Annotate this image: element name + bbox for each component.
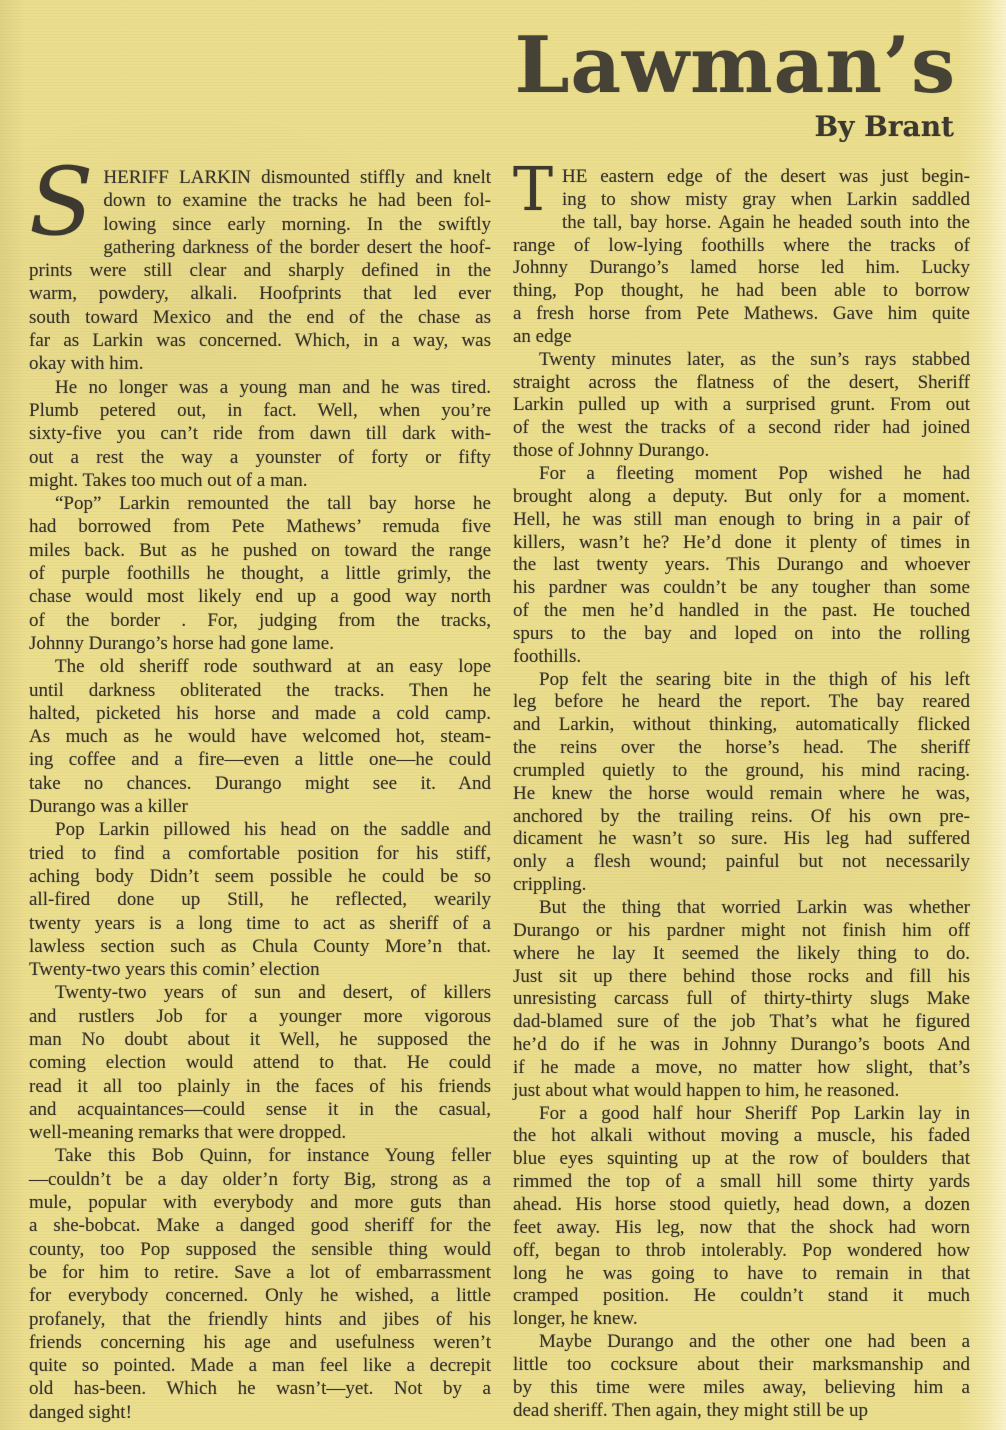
paragraph — [29, 376, 491, 492]
text-line: ing coffee and a fire—even a little one—he could — [29, 749, 491, 771]
text-line: and Larkin, without thinking, automatically flicked — [513, 714, 970, 736]
paragraph — [513, 669, 970, 897]
text-line: longer, he knew. — [513, 1308, 638, 1330]
text-line: out a rest the way a younster of forty or fifty — [29, 446, 491, 468]
text-line: rimmed the top of a small hill some thirty yards — [513, 1171, 970, 1193]
text-line: feet away. His leg, now that the shock had worn — [513, 1216, 970, 1238]
text-line: lowing since early morning. In the swiftly — [103, 213, 491, 235]
text-line: until darkness obliterated the tracks. Then he — [29, 679, 491, 701]
text-line: the tall, bay horse. Again he headed south into the — [562, 211, 970, 233]
text-line: a she-bobcat. Make a danged good sheriff for the — [29, 1215, 491, 1237]
text-line: down to examine the tracks he had been fol- — [103, 190, 491, 212]
text-line: But the thing that worried Larkin was whether — [539, 897, 970, 918]
text-line: straight across the flatness of the desert, Sheriff — [513, 371, 970, 393]
text-line: Johnny Durango’s lamed horse led him. Lucky — [513, 257, 970, 279]
text-line: warm, powdery, alkali. Hoofprints that led ever — [29, 283, 491, 305]
paragraph — [513, 897, 970, 1103]
text-line: by this time were miles away, believing him a — [513, 1376, 970, 1398]
text-line: For a good half hour Sheriff Pop Larkin lay in — [539, 1102, 970, 1124]
text-line: old has-been. Which he wasn’t—yet. Not by a — [29, 1378, 491, 1400]
text-line: halted, picketed his horse and made a cold camp. — [29, 702, 491, 724]
text-line: south toward Mexico and the end of the chase as — [29, 306, 491, 328]
text-line: the reins over the horse’s head. The sheriff — [513, 737, 970, 759]
text-line: spurs to the bay and loped on into the rolling — [513, 622, 970, 644]
text-line: and acquaintances—could sense it in the casual, — [29, 1098, 491, 1120]
text-line: he’d do if he was in Johnny Durango’s boots And — [513, 1034, 970, 1056]
paragraph — [513, 463, 970, 669]
text-line: take no chances. Durango might see it. And — [29, 772, 491, 794]
text-line: Plumb petered out, in fact. Well, when you’re — [29, 399, 491, 421]
paragraph — [29, 492, 491, 655]
text-line: Johnny Durango’s horse had gone lame. — [29, 632, 334, 654]
text-line: chase would most likely end up a good way north — [29, 586, 491, 608]
text-line: He no longer was a young man and he was tired. — [55, 376, 491, 398]
text-line: long he was going to have to remain in that — [513, 1262, 970, 1284]
text-column — [29, 148, 491, 1424]
text-columns — [29, 148, 970, 1424]
text-line: coming election would attend to that. He could — [29, 1052, 491, 1074]
text-line: For a fleeting moment Pop wished he had — [539, 462, 970, 484]
text-line: his pardner was couldn’t be any tougher than some — [513, 577, 970, 599]
text-line: friends concerning his age and usefulness weren’t — [29, 1331, 491, 1353]
story-byline: By Brant — [814, 110, 954, 143]
text-column — [513, 155, 970, 1424]
text-line: dicament he wasn’t so sure. His leg had suffered — [513, 828, 970, 850]
text-line: the last twenty years. This Durango and whoever — [513, 554, 970, 576]
text-line: sixty-five you can’t ride from dawn till dark with- — [29, 423, 491, 445]
paragraph — [513, 1331, 970, 1422]
text-line: “Pop” Larkin remounted the tall bay horse he — [55, 493, 491, 515]
drop-cap: S — [29, 148, 94, 257]
text-line: of purple foothills he thought, a little grimly, the — [29, 563, 491, 585]
text-line: Maybe Durango and the other one had been a — [539, 1331, 970, 1353]
text-line: far as Larkin was concerned. Which, in a way, was — [29, 330, 491, 352]
paragraph — [29, 981, 491, 1144]
text-line: tried to find a comfortable position for his stiff, — [29, 842, 491, 864]
text-line: quite so pointed. Made a man feel like a decrepit — [29, 1355, 491, 1377]
text-line: had borrowed from Pete Mathews’ remuda five — [29, 516, 491, 538]
text-line: The old sheriff rode southward at an easy lope — [55, 656, 491, 678]
text-line: county, too Pop supposed the sensible thing would — [29, 1238, 491, 1260]
text-line: ing to show misty gray when Larkin saddled — [562, 188, 970, 210]
text-line: cramped position. He couldn’t stand it much — [513, 1285, 970, 1307]
text-line: Pop felt the searing bite in the thigh of his left — [539, 668, 970, 690]
text-line: for everybody concerned. Only he wished, a little — [29, 1285, 491, 1307]
paragraph — [29, 148, 491, 376]
text-line: of the west the tracks of a second rider had joined — [513, 417, 970, 439]
text-line: Just sit up there behind those rocks and fill his — [513, 965, 970, 987]
text-line: miles back. But as he pushed on toward the range — [29, 539, 491, 561]
text-line: Twenty-two years of sun and desert, of killers — [55, 982, 491, 1004]
text-line: HE eastern edge of the desert was just begin- — [562, 166, 970, 187]
text-line: be for him to retire. Save a lot of embarrassment — [29, 1261, 491, 1283]
text-line: HERIFF LARKIN dismounted stiffly and knelt — [103, 167, 491, 188]
paragraph — [29, 818, 491, 981]
text-line: killers, wasn’t he? He’d done it plenty of times in — [513, 531, 970, 553]
page-title: Lawman’s — [514, 20, 956, 111]
text-line: okay with him. — [29, 353, 144, 375]
text-line: and rustlers Job for a younger more vigorous — [29, 1005, 491, 1027]
text-line: aching body Didn’t seem possible he could be so — [29, 865, 491, 887]
text-line: man No doubt about it Well, he supposed the — [29, 1028, 491, 1050]
text-line: Take this Bob Quinn, for instance Young feller — [55, 1145, 491, 1167]
text-line: prints were still clear and sharply defined in the — [29, 260, 491, 282]
text-line: of the men he’d handled in the past. He touched — [513, 600, 970, 622]
text-line: As much as he would have welcomed hot, steam- — [29, 726, 491, 748]
text-line: where he lay It seemed the likely thing to do. — [513, 942, 970, 964]
text-line: crippling. — [513, 874, 587, 896]
text-line: ahead. His horse stood quietly, head down, a dozen — [513, 1193, 970, 1215]
drop-cap: T — [513, 155, 554, 225]
text-line: dad-blamed sure of the job That’s what he figured — [513, 1011, 970, 1033]
text-line: profanely, that the friendly hints and jibes of his — [29, 1308, 491, 1330]
text-line: lawless section such as Chula County More’n that. — [29, 935, 491, 957]
text-line: might. Takes too much out of a man. — [29, 469, 308, 491]
text-line: blue eyes squinting up at the row of boulders that — [513, 1148, 970, 1170]
text-line: those of Johnny Durango. — [513, 440, 710, 462]
text-line: unresisting carcass full of thirty-thirty slugs Make — [513, 988, 970, 1010]
text-line: crumpled quietly to the ground, his mind racing. — [513, 759, 970, 781]
text-line: only a flesh wound; painful but not necessarily — [513, 851, 970, 873]
paragraph — [513, 155, 970, 349]
text-line: —couldn’t be a day older’n forty Big, strong as a — [29, 1168, 491, 1190]
text-line: thing, Pop thought, he had been able to borrow — [513, 280, 970, 302]
text-line: read it all too plainly in the faces of his friends — [29, 1075, 491, 1097]
text-line: an edge — [513, 325, 572, 347]
paragraph — [513, 1103, 970, 1331]
text-line: the hot alkali without moving a muscle, his faded — [513, 1125, 970, 1147]
text-line: if he made a move, no matter how slight, that’s — [513, 1056, 970, 1078]
text-line: gathering darkness of the border desert the hoof- — [103, 236, 491, 258]
text-line: of the border . For, judging from the tracks, — [29, 609, 491, 631]
text-line: all-fired done up Still, he reflected, wearily — [29, 889, 491, 911]
text-line: He knew the horse would remain where he was, — [513, 782, 970, 804]
text-line: leg before he heard the report. The bay reared — [513, 691, 970, 713]
text-line: off, began to throb intolerably. Pop wondered how — [513, 1239, 970, 1261]
text-line: Hell, he was still man enough to bring in a pair of — [513, 508, 970, 530]
text-line: a fresh horse from Pete Mathews. Gave him quite — [513, 303, 970, 325]
paragraph — [29, 655, 491, 818]
paragraph — [513, 349, 970, 463]
text-line: brought along a deputy. But only for a moment. — [513, 485, 970, 507]
text-line: mule, popular with everybody and more guts than — [29, 1192, 491, 1214]
text-line: Durango or his pardner might not finish him off — [513, 919, 970, 941]
text-line: just about what would happen to him, he reasoned. — [513, 1079, 900, 1101]
paragraph — [29, 1144, 491, 1424]
text-line: Twenty minutes later, as the sun’s rays stabbed — [539, 348, 970, 370]
title-block — [514, 20, 956, 143]
text-line: Durango was a killer — [29, 796, 188, 818]
text-line: dead sheriff. Then again, they might still be up — [513, 1399, 868, 1421]
text-line: well-meaning remarks that were dropped. — [29, 1122, 347, 1144]
text-line: little too cocksure about their marksmanship and — [513, 1353, 970, 1375]
text-line: Pop Larkin pillowed his head on the saddle and — [55, 819, 491, 841]
text-line: anchored by the trailing reins. Of his own pre- — [513, 805, 970, 827]
text-line: foothills. — [513, 645, 582, 667]
text-line: Twenty-two years this comin’ election — [29, 959, 320, 981]
text-line: Larkin pulled up with a surprised grunt. From out — [513, 394, 970, 416]
text-line: range of low-lying foothills where the tracks of — [513, 234, 970, 256]
text-line: twenty years is a long time to act as sheriff of a — [29, 912, 491, 934]
text-line: danged sight! — [29, 1401, 132, 1423]
